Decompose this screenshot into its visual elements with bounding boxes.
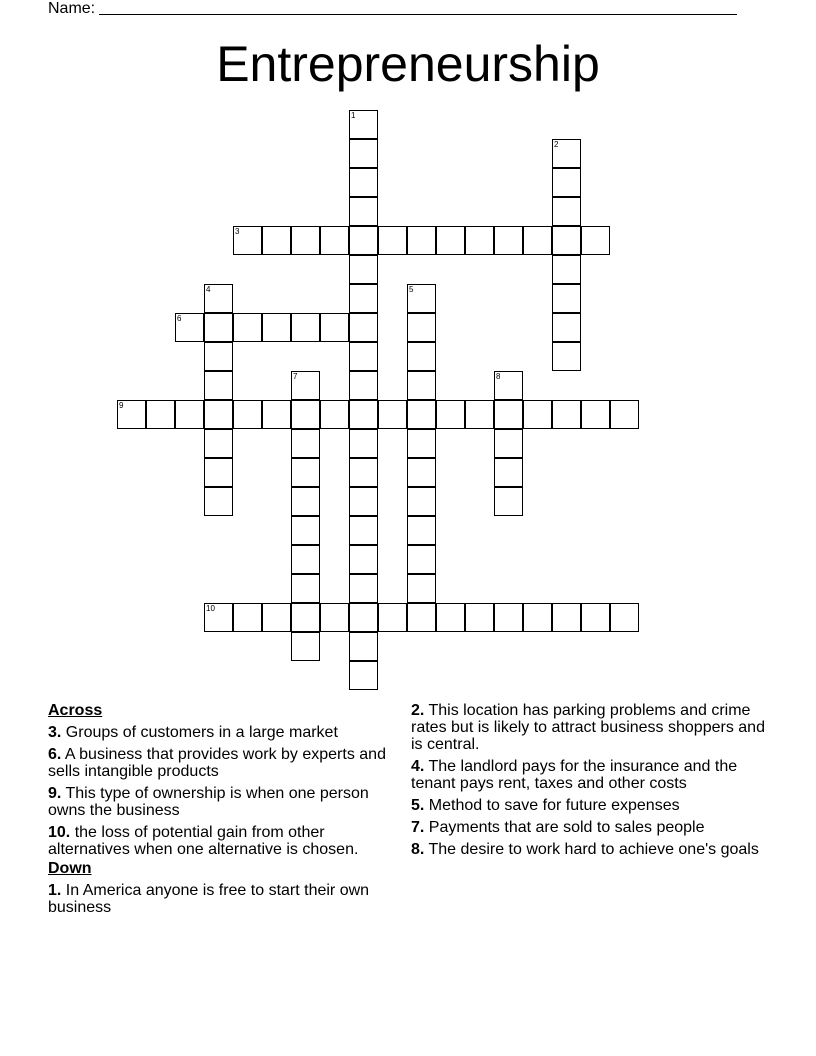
grid-cell[interactable] — [204, 487, 233, 516]
across-heading: Across — [48, 702, 103, 719]
grid-cell[interactable] — [407, 284, 436, 313]
grid-cell[interactable] — [349, 342, 378, 371]
grid-cell[interactable] — [146, 400, 175, 429]
grid-cell[interactable] — [320, 603, 349, 632]
grid-cell[interactable] — [262, 603, 291, 632]
clue-across-6: 6. A business that provides work by experts and sells intangible products — [48, 746, 386, 780]
grid-cell[interactable] — [320, 313, 349, 342]
cell-number: 8 — [496, 372, 501, 381]
grid-cell[interactable] — [407, 574, 436, 603]
clue-down-5: 5. Method to save for future expenses — [411, 797, 680, 814]
clue-down-7: 7. Payments that are sold to sales people — [411, 819, 705, 836]
grid-cell[interactable] — [291, 545, 320, 574]
grid-cell[interactable] — [407, 342, 436, 371]
clue-down-2: 2. This location has parking problems and crime rates but is likely to attract business shoppers and is central. — [411, 702, 765, 753]
grid-cell[interactable] — [378, 603, 407, 632]
clue-across-9: 9. This type of ownership is when one person owns the business — [48, 785, 369, 819]
grid-cell[interactable] — [465, 400, 494, 429]
grid-cell[interactable] — [204, 313, 233, 342]
grid-cell[interactable] — [552, 284, 581, 313]
grid-cell[interactable] — [407, 603, 436, 632]
grid-cell[interactable] — [407, 487, 436, 516]
grid-cell[interactable] — [407, 545, 436, 574]
grid-cell[interactable] — [349, 516, 378, 545]
grid-cell[interactable] — [494, 429, 523, 458]
grid-cell[interactable] — [291, 487, 320, 516]
grid-cell[interactable] — [349, 661, 378, 690]
grid-cell[interactable] — [436, 226, 465, 255]
cell-number: 9 — [119, 401, 124, 410]
cell-number: 5 — [409, 285, 414, 294]
grid-cell[interactable] — [465, 226, 494, 255]
grid-cell[interactable] — [349, 197, 378, 226]
grid-cell[interactable] — [552, 226, 581, 255]
grid-cell[interactable] — [262, 226, 291, 255]
grid-cell[interactable] — [349, 226, 378, 255]
grid-cell[interactable] — [523, 400, 552, 429]
grid-cell[interactable] — [552, 168, 581, 197]
grid-cell[interactable] — [349, 168, 378, 197]
grid-cell[interactable] — [581, 226, 610, 255]
clue-down-4: 4. The landlord pays for the insurance and the tenant pays rent, taxes and other costs — [411, 758, 738, 792]
grid-cell[interactable] — [407, 458, 436, 487]
grid-cell[interactable] — [291, 632, 320, 661]
grid-cell[interactable] — [291, 313, 320, 342]
cell-number: 6 — [177, 314, 182, 323]
grid-cell[interactable] — [233, 603, 262, 632]
clue-across-3: 3. Groups of customers in a large market — [48, 724, 338, 741]
page-title: Entrepreneurship — [216, 36, 600, 92]
grid-cell[interactable] — [291, 371, 320, 400]
grid-cell[interactable] — [262, 313, 291, 342]
clue-down-1: 1. In America anyone is free to start their own business — [48, 882, 370, 916]
grid-cell[interactable] — [291, 516, 320, 545]
grid-cell[interactable] — [494, 226, 523, 255]
grid-cell[interactable] — [349, 603, 378, 632]
grid-cell[interactable] — [320, 226, 349, 255]
grid-cell[interactable] — [291, 429, 320, 458]
grid-cell[interactable] — [204, 371, 233, 400]
grid-cell[interactable] — [494, 458, 523, 487]
grid-cell[interactable] — [378, 226, 407, 255]
grid-cell[interactable] — [233, 226, 262, 255]
grid-cell[interactable] — [175, 313, 204, 342]
grid-cell[interactable] — [349, 400, 378, 429]
cell-number: 10 — [206, 604, 215, 613]
grid-cell[interactable] — [523, 603, 552, 632]
grid-cell[interactable] — [349, 284, 378, 313]
grid-cell[interactable] — [175, 400, 204, 429]
grid-cell[interactable] — [117, 400, 146, 429]
grid-cell[interactable] — [523, 226, 552, 255]
grid-cell[interactable] — [407, 429, 436, 458]
grid-cell[interactable] — [349, 487, 378, 516]
cell-number: 4 — [206, 285, 211, 294]
grid-cell[interactable] — [204, 458, 233, 487]
grid-cell[interactable] — [320, 400, 349, 429]
down-heading: Down — [48, 860, 92, 877]
grid-cell[interactable] — [204, 284, 233, 313]
grid-cell[interactable] — [552, 139, 581, 168]
grid-cell[interactable] — [349, 313, 378, 342]
grid-cell[interactable] — [494, 487, 523, 516]
grid-cell[interactable] — [349, 371, 378, 400]
grid-cell[interactable] — [204, 603, 233, 632]
grid-cell[interactable] — [204, 400, 233, 429]
grid-cell[interactable] — [552, 255, 581, 284]
grid-cell[interactable] — [494, 603, 523, 632]
clues-right-column — [411, 702, 771, 863]
grid-cell[interactable] — [552, 342, 581, 371]
clues-left-column — [48, 702, 408, 921]
grid-cell[interactable] — [349, 545, 378, 574]
grid-cell[interactable] — [291, 226, 320, 255]
grid-cell[interactable] — [407, 516, 436, 545]
grid-cell[interactable] — [494, 371, 523, 400]
grid-cell[interactable] — [552, 400, 581, 429]
grid-cell[interactable] — [407, 371, 436, 400]
grid-cell[interactable] — [349, 429, 378, 458]
grid-cell[interactable] — [552, 197, 581, 226]
grid-cell[interactable] — [407, 400, 436, 429]
grid-cell[interactable] — [610, 400, 639, 429]
grid-cell[interactable] — [349, 574, 378, 603]
grid-cell[interactable] — [465, 603, 494, 632]
grid-cell[interactable] — [291, 574, 320, 603]
grid-cell[interactable] — [581, 400, 610, 429]
grid-cell[interactable] — [610, 603, 639, 632]
grid-cell[interactable] — [552, 313, 581, 342]
clue-down-8: 8. The desire to work hard to achieve one's goals — [411, 841, 759, 858]
cell-number: 3 — [235, 227, 240, 236]
grid-cell[interactable] — [291, 458, 320, 487]
grid-cell[interactable] — [581, 603, 610, 632]
name-label: Name: — [48, 0, 96, 17]
clue-across-10: 10. the loss of potential gain from other alternatives when one alternative is chosen. — [48, 824, 359, 858]
grid-cell[interactable] — [494, 400, 523, 429]
grid-cell[interactable] — [436, 400, 465, 429]
grid-cell[interactable] — [291, 400, 320, 429]
grid-cell[interactable] — [291, 603, 320, 632]
grid-cell[interactable] — [204, 429, 233, 458]
grid-cell[interactable] — [204, 342, 233, 371]
grid-cell[interactable] — [378, 400, 407, 429]
grid-cell[interactable] — [349, 632, 378, 661]
grid-cell[interactable] — [349, 458, 378, 487]
cell-number: 1 — [351, 111, 356, 120]
cell-number: 7 — [293, 372, 298, 381]
grid-cell[interactable] — [233, 400, 262, 429]
grid-cell[interactable] — [407, 226, 436, 255]
cell-number: 2 — [554, 140, 559, 149]
grid-cell[interactable] — [552, 603, 581, 632]
grid-cell[interactable] — [407, 313, 436, 342]
grid-cell[interactable] — [349, 139, 378, 168]
grid-cell[interactable] — [233, 313, 262, 342]
grid-cell[interactable] — [349, 255, 378, 284]
grid-cell[interactable] — [436, 603, 465, 632]
grid-cell[interactable] — [262, 400, 291, 429]
grid-cell[interactable] — [349, 110, 378, 139]
